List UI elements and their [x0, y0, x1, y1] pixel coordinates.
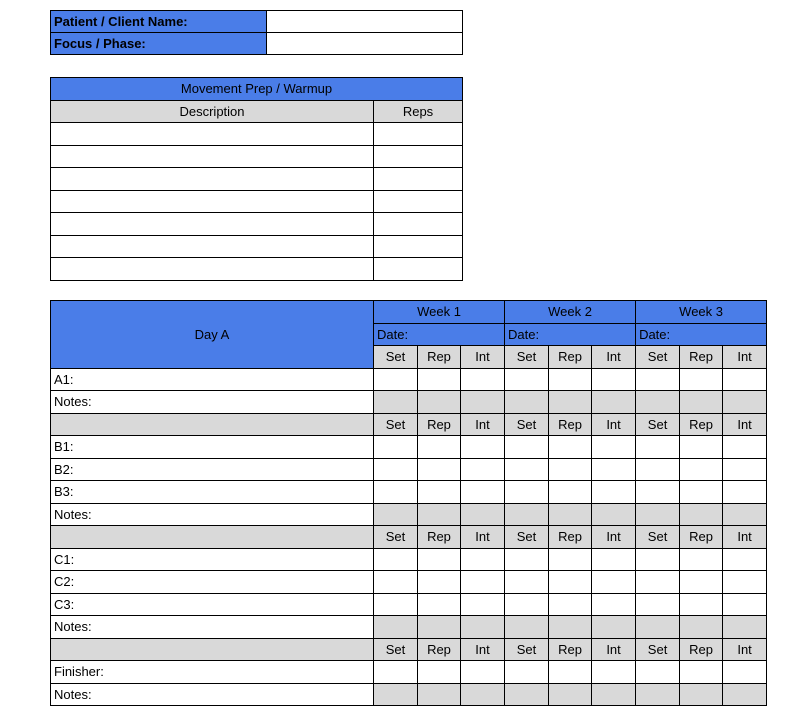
exercise-row: [51, 571, 767, 594]
week-3-set-cell[interactable]: [636, 616, 680, 639]
day-title: Day A: [51, 301, 374, 369]
week-3-int-cell[interactable]: [723, 661, 767, 684]
week-2-rep-cell[interactable]: [549, 368, 592, 391]
week-2-int-header: Int: [592, 346, 636, 369]
week-1-rep-header: Rep: [418, 526, 461, 549]
week-1-rep-header: Rep: [418, 413, 461, 436]
week-3-int-cell[interactable]: [723, 593, 767, 616]
week-1-rep-cell[interactable]: [418, 503, 461, 526]
week-3-rep-cell[interactable]: [680, 391, 723, 414]
sub-header-row: [51, 413, 767, 436]
exercise-field[interactable]: B2:: [51, 458, 374, 481]
week-1-set-cell[interactable]: [374, 436, 418, 459]
week-2-rep-header: Rep: [549, 526, 592, 549]
warmup-row: [51, 123, 463, 146]
exercise-field[interactable]: B3:: [51, 481, 374, 504]
sub-header-row: [51, 526, 767, 549]
week-2-rep-cell[interactable]: [549, 436, 592, 459]
week-1-rep-cell[interactable]: [418, 391, 461, 414]
notes-row: [51, 616, 767, 639]
exercise-row: [51, 481, 767, 504]
sub-header-row: [51, 638, 767, 661]
week-1-set-cell[interactable]: [374, 683, 418, 706]
week-3-rep-cell[interactable]: [680, 548, 723, 571]
week-3-set-cell[interactable]: [636, 458, 680, 481]
week-3-int-cell[interactable]: [723, 481, 767, 504]
week-3-rep-header: Rep: [680, 638, 723, 661]
warmup-row: [51, 190, 463, 213]
week-1-int-header: Int: [461, 638, 505, 661]
week-3-rep-cell[interactable]: [680, 436, 723, 459]
warmup-row: [51, 235, 463, 258]
week-2-int-cell[interactable]: [592, 436, 636, 459]
week-3-rep-cell[interactable]: [680, 661, 723, 684]
week-3-int-cell[interactable]: [723, 391, 767, 414]
week-1-set-cell[interactable]: [374, 616, 418, 639]
week-2-set-header: Set: [505, 638, 549, 661]
week-3-set-header: Set: [636, 413, 680, 436]
week-3-rep-cell[interactable]: [680, 368, 723, 391]
warmup-description-cell[interactable]: [51, 190, 374, 213]
week-2-set-header: Set: [505, 413, 549, 436]
week-2-rep-cell[interactable]: [549, 391, 592, 414]
week-1-int-cell[interactable]: [461, 368, 505, 391]
week-1-set-header: Set: [374, 413, 418, 436]
exercise-row: [51, 458, 767, 481]
exercise-field[interactable]: C1:: [51, 548, 374, 571]
warmup-description-cell[interactable]: [51, 123, 374, 146]
week-1-set-header: Set: [374, 638, 418, 661]
week-2-int-cell[interactable]: [592, 368, 636, 391]
exercise-field[interactable]: A1:: [51, 368, 374, 391]
notes-field[interactable]: Notes:: [51, 616, 374, 639]
week-1-int-cell[interactable]: [461, 661, 505, 684]
week-2-int-header: Int: [592, 413, 636, 436]
exercise-field[interactable]: C2:: [51, 571, 374, 594]
notes-row: [51, 683, 767, 706]
week-3-rep-cell[interactable]: [680, 683, 723, 706]
week-3-set-header: Set: [636, 346, 680, 369]
warmup-row: [51, 258, 463, 281]
separator-cell: [51, 413, 374, 436]
week-3-rep-cell[interactable]: [680, 571, 723, 594]
week-3-int-cell[interactable]: [723, 571, 767, 594]
patient-name-field[interactable]: [267, 11, 463, 33]
week-3-header: Week 3: [636, 301, 767, 324]
week-2-int-header: Int: [592, 638, 636, 661]
week-3-int-header: Int: [723, 638, 767, 661]
focus-phase-label: Focus / Phase:: [51, 33, 267, 55]
week-3-set-cell[interactable]: [636, 661, 680, 684]
notes-field[interactable]: Notes:: [51, 503, 374, 526]
week-2-set-cell[interactable]: [505, 391, 549, 414]
week-3-set-header: Set: [636, 526, 680, 549]
week-1-rep-cell[interactable]: [418, 458, 461, 481]
separator-cell: [51, 638, 374, 661]
exercise-row: [51, 368, 767, 391]
week-3-int-cell[interactable]: [723, 368, 767, 391]
warmup-description-cell[interactable]: [51, 145, 374, 168]
week-2-rep-header: Rep: [549, 413, 592, 436]
week-2-rep-cell[interactable]: [549, 661, 592, 684]
week-3-set-cell[interactable]: [636, 368, 680, 391]
week-3-set-cell[interactable]: [636, 436, 680, 459]
week-3-set-cell[interactable]: [636, 593, 680, 616]
week-2-int-cell[interactable]: [592, 683, 636, 706]
warmup-row: [51, 168, 463, 191]
week-1-rep-cell[interactable]: [418, 481, 461, 504]
week-1-int-cell[interactable]: [461, 616, 505, 639]
week-1-set-cell[interactable]: [374, 503, 418, 526]
week-2-int-cell[interactable]: [592, 458, 636, 481]
exercise-row: [51, 436, 767, 459]
exercise-field[interactable]: Finisher:: [51, 661, 374, 684]
week-1-set-cell[interactable]: [374, 571, 418, 594]
week-2-rep-header: Rep: [549, 346, 592, 369]
week-2-set-cell[interactable]: [505, 368, 549, 391]
week-2-int-cell[interactable]: [592, 481, 636, 504]
week-1-int-cell[interactable]: [461, 548, 505, 571]
warmup-table: [50, 77, 463, 281]
patient-name-label: Patient / Client Name:: [51, 11, 267, 33]
week-1-int-header: Int: [461, 346, 505, 369]
week-1-set-cell[interactable]: [374, 593, 418, 616]
week-1-set-cell[interactable]: [374, 481, 418, 504]
week-2-set-header: Set: [505, 346, 549, 369]
week-3-set-cell[interactable]: [636, 481, 680, 504]
warmup-reps-cell[interactable]: [374, 213, 463, 236]
week-2-set-cell[interactable]: [505, 503, 549, 526]
week-1-int-cell[interactable]: [461, 593, 505, 616]
week-1-set-header: Set: [374, 526, 418, 549]
week-3-rep-header: Rep: [680, 526, 723, 549]
warmup-reps-cell[interactable]: [374, 123, 463, 146]
week-1-rep-header: Rep: [418, 638, 461, 661]
week-1-set-cell[interactable]: [374, 458, 418, 481]
warmup-reps-cell[interactable]: [374, 235, 463, 258]
warmup-reps-cell[interactable]: [374, 168, 463, 191]
day-header-row: [51, 301, 767, 324]
exercise-field[interactable]: B1:: [51, 436, 374, 459]
week-1-date-field[interactable]: Date:: [374, 323, 505, 346]
week-3-rep-cell[interactable]: [680, 616, 723, 639]
week-3-int-cell[interactable]: [723, 503, 767, 526]
week-2-int-cell[interactable]: [592, 571, 636, 594]
week-1-int-cell[interactable]: [461, 503, 505, 526]
focus-phase-field[interactable]: [267, 33, 463, 55]
week-3-rep-header: Rep: [680, 346, 723, 369]
week-2-rep-cell[interactable]: [549, 503, 592, 526]
week-2-int-cell[interactable]: [592, 593, 636, 616]
week-2-set-cell[interactable]: [505, 616, 549, 639]
week-2-set-header: Set: [505, 526, 549, 549]
warmup-title: Movement Prep / Warmup: [51, 78, 463, 101]
week-3-int-header: Int: [723, 526, 767, 549]
week-3-set-cell[interactable]: [636, 391, 680, 414]
warmup-description-cell[interactable]: [51, 213, 374, 236]
notes-row: [51, 503, 767, 526]
warmup-description-header: Description: [51, 100, 374, 123]
warmup-description-cell[interactable]: [51, 235, 374, 258]
week-1-rep-cell[interactable]: [418, 548, 461, 571]
week-2-rep-cell[interactable]: [549, 481, 592, 504]
week-2-date-field[interactable]: Date:: [505, 323, 636, 346]
week-1-rep-cell[interactable]: [418, 571, 461, 594]
week-2-rep-header: Rep: [549, 638, 592, 661]
week-2-set-cell[interactable]: [505, 571, 549, 594]
week-1-set-cell[interactable]: [374, 661, 418, 684]
notes-row: [51, 391, 767, 414]
week-3-rep-cell[interactable]: [680, 458, 723, 481]
week-3-set-cell[interactable]: [636, 683, 680, 706]
week-3-rep-header: Rep: [680, 413, 723, 436]
week-1-set-header: Set: [374, 346, 418, 369]
week-2-int-cell[interactable]: [592, 391, 636, 414]
warmup-reps-cell[interactable]: [374, 145, 463, 168]
week-3-set-header: Set: [636, 638, 680, 661]
week-1-int-cell[interactable]: [461, 391, 505, 414]
day-a-table: [50, 300, 767, 706]
week-1-int-cell[interactable]: [461, 458, 505, 481]
week-3-int-cell[interactable]: [723, 548, 767, 571]
week-1-rep-cell[interactable]: [418, 683, 461, 706]
week-3-set-cell[interactable]: [636, 503, 680, 526]
week-3-int-cell[interactable]: [723, 683, 767, 706]
warmup-reps-cell[interactable]: [374, 190, 463, 213]
notes-field[interactable]: Notes:: [51, 391, 374, 414]
week-1-rep-header: Rep: [418, 346, 461, 369]
week-1-rep-cell[interactable]: [418, 661, 461, 684]
week-1-set-cell[interactable]: [374, 391, 418, 414]
week-1-int-cell[interactable]: [461, 481, 505, 504]
warmup-reps-header: Reps: [374, 100, 463, 123]
week-1-int-cell[interactable]: [461, 683, 505, 706]
week-2-rep-cell[interactable]: [549, 593, 592, 616]
week-2-set-cell[interactable]: [505, 548, 549, 571]
week-2-set-cell[interactable]: [505, 683, 549, 706]
week-2-header: Week 2: [505, 301, 636, 324]
week-3-int-header: Int: [723, 346, 767, 369]
week-2-rep-cell[interactable]: [549, 571, 592, 594]
week-1-rep-cell[interactable]: [418, 368, 461, 391]
patient-info-table: [50, 10, 463, 55]
week-2-int-cell[interactable]: [592, 548, 636, 571]
week-2-set-cell[interactable]: [505, 436, 549, 459]
week-3-rep-cell[interactable]: [680, 503, 723, 526]
warmup-row: [51, 213, 463, 236]
week-2-int-cell[interactable]: [592, 616, 636, 639]
week-2-int-header: Int: [592, 526, 636, 549]
exercise-field[interactable]: C3:: [51, 593, 374, 616]
week-1-int-header: Int: [461, 526, 505, 549]
week-2-set-cell[interactable]: [505, 481, 549, 504]
week-2-int-cell[interactable]: [592, 503, 636, 526]
week-1-int-header: Int: [461, 413, 505, 436]
week-2-set-cell[interactable]: [505, 593, 549, 616]
week-1-rep-cell[interactable]: [418, 436, 461, 459]
week-3-set-cell[interactable]: [636, 548, 680, 571]
exercise-row: [51, 548, 767, 571]
week-3-date-field[interactable]: Date:: [636, 323, 767, 346]
week-3-set-cell[interactable]: [636, 571, 680, 594]
week-1-rep-cell[interactable]: [418, 593, 461, 616]
week-2-int-cell[interactable]: [592, 661, 636, 684]
notes-field[interactable]: Notes:: [51, 683, 374, 706]
exercise-row: [51, 661, 767, 684]
week-3-int-cell[interactable]: [723, 616, 767, 639]
week-1-rep-cell[interactable]: [418, 616, 461, 639]
week-1-int-cell[interactable]: [461, 436, 505, 459]
separator-cell: [51, 526, 374, 549]
week-1-set-cell[interactable]: [374, 368, 418, 391]
week-3-rep-cell[interactable]: [680, 593, 723, 616]
week-3-int-cell[interactable]: [723, 458, 767, 481]
week-2-set-cell[interactable]: [505, 661, 549, 684]
week-3-int-header: Int: [723, 413, 767, 436]
week-2-rep-cell[interactable]: [549, 458, 592, 481]
week-3-int-cell[interactable]: [723, 436, 767, 459]
exercise-row: [51, 593, 767, 616]
warmup-description-cell[interactable]: [51, 258, 374, 281]
warmup-row: [51, 145, 463, 168]
week-1-header: Week 1: [374, 301, 505, 324]
week-2-set-cell[interactable]: [505, 458, 549, 481]
week-3-rep-cell[interactable]: [680, 481, 723, 504]
week-2-rep-cell[interactable]: [549, 616, 592, 639]
week-1-int-cell[interactable]: [461, 571, 505, 594]
week-2-rep-cell[interactable]: [549, 683, 592, 706]
warmup-description-cell[interactable]: [51, 168, 374, 191]
warmup-reps-cell[interactable]: [374, 258, 463, 281]
week-2-rep-cell[interactable]: [549, 548, 592, 571]
week-1-set-cell[interactable]: [374, 548, 418, 571]
